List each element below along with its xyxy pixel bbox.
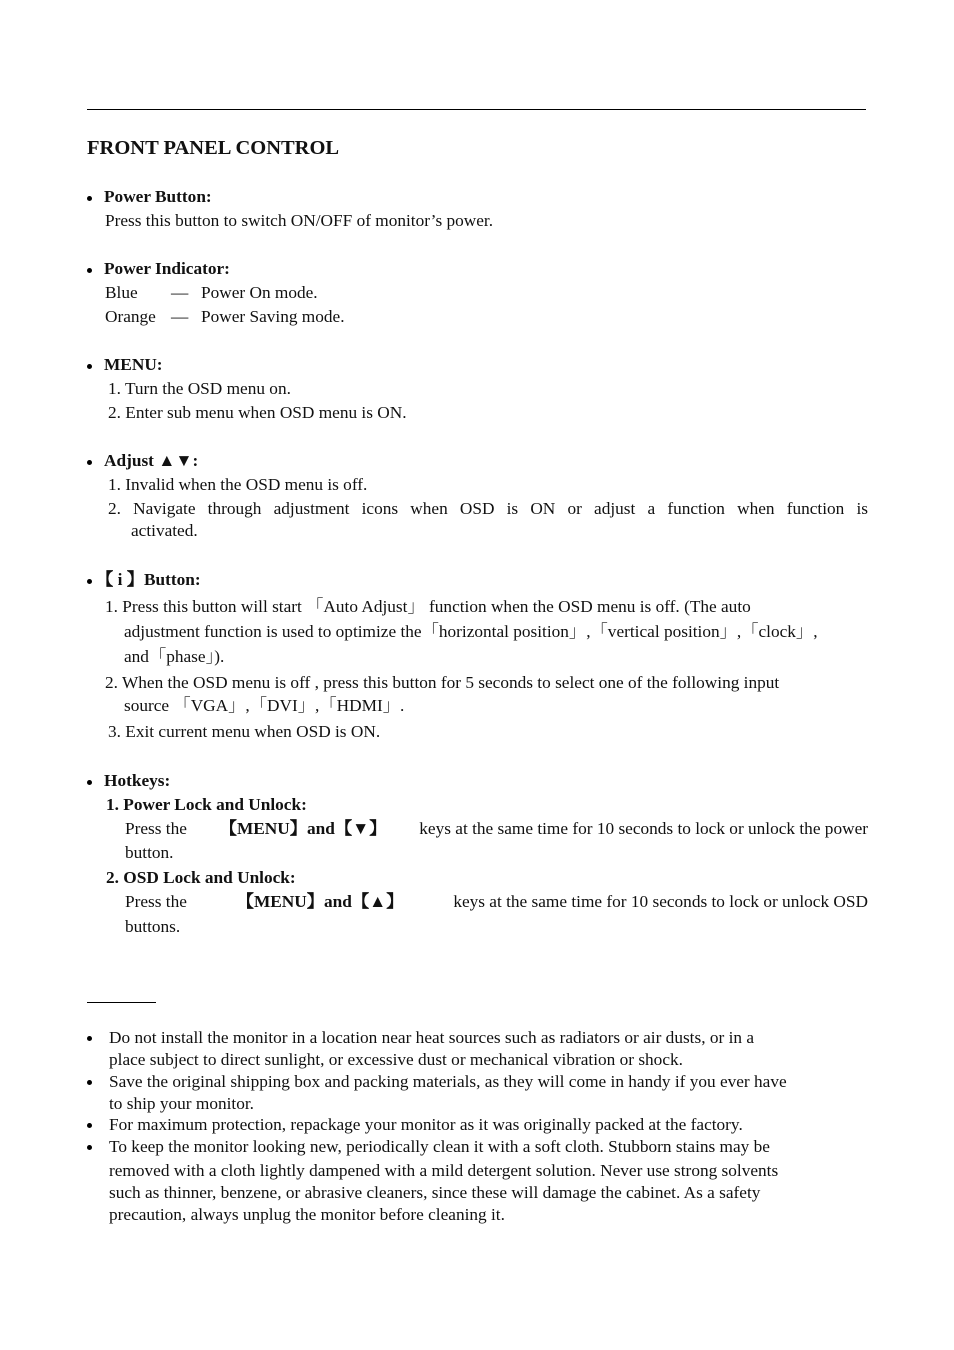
adjust-item-1: 1. Invalid when the OSD menu is off. [108, 475, 368, 494]
power-lock-heading: 1. Power Lock and Unlock: [106, 795, 307, 814]
indicator-mode-on: Power On mode. [201, 283, 318, 302]
adjust-item-2-line-1: 2. Navigate through adjustment icons when OSD is ON or adjust a function when function is [108, 499, 868, 518]
i-button-heading: 【 i 】Button: [96, 570, 201, 589]
note-4-line-1: To keep the monitor looking new, periodically clean it with a soft cloth. Stubborn stains may be [109, 1137, 770, 1156]
bullet-icon [87, 1072, 93, 1078]
i-button-item-2-line-1: 2. When the OSD menu is off , press this button for 5 seconds to select one of the following input [105, 673, 780, 692]
power-lock-keys: 【MENU】and【▼】 [219, 819, 387, 838]
bullet-icon [87, 1137, 93, 1143]
bullet-icon [87, 1028, 93, 1034]
osd-lock-pre: Press the [125, 892, 187, 911]
power-button-text: Press this button to switch ON/OFF of monitor’s power. [105, 211, 494, 230]
note-1-line-2: place subject to direct sunlight, or excessive dust or mechanical vibration or shock. [109, 1050, 683, 1069]
power-button-heading: Power Button: [104, 187, 212, 206]
osd-lock-line-1 [125, 891, 868, 913]
power-lock-line-1 [125, 818, 868, 840]
adjust-heading: Adjust ▲▼: [104, 451, 199, 470]
indicator-dash: — [171, 307, 189, 326]
note-4-line-4: precaution, always unplug the monitor before cleaning it. [109, 1205, 505, 1224]
osd-lock-heading: 2. OSD Lock and Unlock: [106, 868, 296, 887]
menu-item-1: 1. Turn the OSD menu on. [108, 379, 291, 398]
bullet-icon [87, 1115, 93, 1121]
osd-lock-line-2: buttons. [125, 917, 181, 936]
bullet-icon [87, 579, 95, 587]
indicator-mode-saving: Power Saving mode. [201, 307, 345, 326]
i-button-item-1-line-1: 1. Press this button will start 「Auto Adjust」 function when the OSD menu is off. (The auto [105, 597, 751, 616]
indicator-color-orange: Orange [105, 307, 156, 326]
notes-divider [87, 1002, 156, 1003]
note-3-line-1: For maximum protection, repackage your monitor as it was originally packed at the factory. [109, 1115, 743, 1134]
power-lock-pre: Press the [125, 819, 187, 838]
indicator-color-blue: Blue [105, 283, 138, 302]
power-lock-line-2: button. [125, 843, 174, 862]
osd-lock-post: keys at the same time for 10 seconds to lock or unlock OSD [453, 892, 868, 911]
note-2-line-2: to ship your monitor. [109, 1094, 254, 1113]
i-button-item-2-line-2: source 「VGA」,「DVI」,「HDMI」. [124, 696, 405, 715]
hotkeys-heading: Hotkeys: [104, 771, 171, 790]
i-button-item-1-line-3: and「phase」). [124, 647, 225, 666]
bullet-icon [87, 268, 95, 276]
note-2-line-1: Save the original shipping box and packing materials, as they will come in handy if you ever have [109, 1072, 787, 1091]
bullet-icon [87, 196, 95, 204]
note-4-line-2: removed with a cloth lightly dampened with a mild detergent solution. Never use strong solvents [109, 1161, 779, 1180]
bullet-icon [87, 364, 95, 372]
bullet-icon [87, 780, 95, 788]
page-title: FRONT PANEL CONTROL [87, 137, 340, 159]
i-button-item-3: 3. Exit current menu when OSD is ON. [108, 722, 381, 741]
menu-item-2: 2. Enter sub menu when OSD menu is ON. [108, 403, 407, 422]
i-button-item-1-line-2: adjustment function is used to optimize the「horizontal position」,「vertical position」,「clock」, [124, 622, 818, 641]
adjust-item-2-line-2: activated. [131, 521, 198, 540]
indicator-dash: — [171, 283, 189, 302]
menu-heading: MENU: [104, 355, 163, 374]
bullet-icon [87, 460, 95, 468]
top-divider [87, 109, 866, 110]
note-1-line-1: Do not install the monitor in a location near heat sources such as radiators or air dusts, or in a [109, 1028, 755, 1047]
note-4-line-3: such as thinner, benzene, or abrasive cleaners, since these will damage the cabinet. As a safety [109, 1183, 761, 1202]
osd-lock-keys: 【MENU】and【▲】 [236, 892, 404, 911]
power-lock-post: keys at the same time for 10 seconds to lock or unlock the power [419, 819, 868, 838]
power-indicator-heading: Power Indicator: [104, 259, 230, 278]
